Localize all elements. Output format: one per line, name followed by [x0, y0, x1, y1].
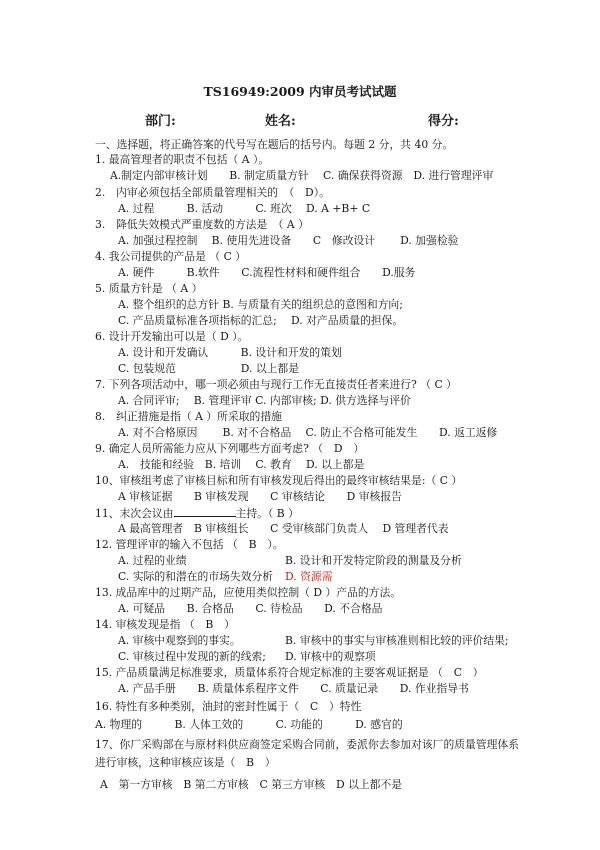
q1-options: A.制定内部审核计划 B. 制定质量方针 C. 确保获得资源 D. 进行管理评审	[110, 169, 494, 182]
q14-stem: 14. 审核发现是指 （ B ）	[95, 618, 235, 631]
q8-stem: 8. 纠正措施是指（ A ）所采取的措施	[95, 410, 282, 423]
name-label: 姓名:	[265, 114, 296, 129]
q6-options-2: C. 包装规范 D. 以上都是	[118, 362, 300, 375]
q16-stem: 16. 特性有多种类别，油封的密封性属于（ C ）特性	[95, 700, 362, 713]
q4-options: A. 硬件 B.软件 C.流程性材料和硬件组合 D.服务	[118, 266, 416, 279]
q11-stem-part2: 主持。（ B ）	[235, 507, 299, 520]
q15-stem: 15. 产品质量满足标准要求，质量体系符合规定标准的主要客观证据是 （ C ）	[95, 666, 484, 679]
q6-stem: 6. 设计开发输出可以是（ D ）。	[95, 330, 249, 343]
score-label: 得分:	[428, 114, 459, 129]
q7-stem: 7. 下列各项活动中，哪一项必须由与现行工作无直接责任者来进行? （ C ）	[95, 378, 457, 391]
q13-options: A. 可疑品 B. 合格品 C. 待检品 D. 不合格品	[118, 602, 383, 615]
dept-label: 部门:	[145, 114, 176, 129]
q14-option-c: C. 审核过程中发现的新的线索;	[118, 650, 266, 663]
section-intro: 一、选择题，将正确答案的代号写在题后的括号内。每题 2 分，共 40 分。	[95, 138, 454, 151]
q4-stem: 4. 我公司提供的产品是 （ C ）	[95, 250, 247, 263]
exam-title: TS16949:2009 内审员考试试题	[203, 84, 397, 99]
q9-options: A. 技能和经验 B. 培训 C. 教育 D. 以上都是	[118, 458, 365, 471]
q11-stem-part1: 11、末次会议由	[95, 507, 174, 520]
q11-blank	[174, 506, 236, 517]
q17-stem-2: 进行审核，这种审核应该是（ B ）	[95, 756, 276, 769]
q3-options: A. 加强过程控制 B. 使用先进设备 C 修改设计 D. 加强检验	[118, 234, 459, 247]
q11-stem	[95, 506, 299, 521]
q10-options: A 审核证据 B 审核发现 C 审核结论 D 审核报告	[118, 490, 402, 503]
q12-stem: 12. 管理评审的输入不包括 （ B ）。	[95, 538, 284, 551]
q7-options: A. 合同评审; B. 管理评审 C. 内部审核; D. 供方选择与评价	[118, 394, 411, 407]
q14-option-d: D. 审核中的观察项	[285, 650, 376, 663]
q2-options: A. 过程 B. 活动 C. 班次 D. A +B+ C	[118, 202, 371, 215]
q16-options: A. 物理的 B. 人体工效的 C. 功能的 D. 感官的	[95, 718, 403, 731]
q14-option-a: A. 审核中观察到的事实。	[118, 634, 241, 647]
q5-stem: 5. 质量方针是 （ A ）	[95, 282, 203, 295]
q8-options: A. 对不合格原因 B. 对不合格品 C. 防止不合格可能发生 D. 返工返修	[118, 426, 498, 439]
q11-options: A 最高管理者 B 审核组长 C 受审核部门负责人 D 管理者代表	[118, 522, 449, 535]
q10-stem: 10、审核组考虑了审核目标和所有审核发现后得出的最终审核结果是:（ C ）	[95, 474, 463, 487]
q9-stem: 9. 确定人员所需能力应从下列哪些方面考虑? （ D ）	[95, 442, 365, 455]
q1-stem: 1. 最高管理者的职责不包括（ A ）。	[95, 153, 270, 166]
q17-stem-1: 17、你厂采购部在与原材料供应商签定采购合同前，委派你去参加对该厂的质量管理体系	[95, 738, 520, 751]
q12-option-a: A. 过程的业绩	[118, 554, 187, 567]
q15-options: A. 产品手册 B. 质量体系程序文件 C. 质量记录 D. 作业指导书	[118, 682, 469, 695]
q2-stem: 2. 内审必须包括全部质量管理相关的 （ D）。	[95, 186, 330, 199]
q5-options-1: A. 整个组织的总方针 B. 与质量有关的组织总的意图和方向;	[118, 298, 403, 311]
q12-option-c: C. 实际的和潜在的市场失效分析	[118, 570, 274, 583]
q12-option-d: D. 资源需	[285, 570, 333, 583]
q12-option-b: B. 设计和开发特定阶段的测量及分析	[285, 554, 462, 567]
q3-stem: 3. 降低失效模式严重度数的方法是 （ A ）	[95, 218, 309, 231]
q14-option-b: B. 审核中的事实与审核准则相比较的评价结果;	[285, 634, 509, 647]
q6-options-1: A. 设计和开发确认 B. 设计和开发的策划	[118, 346, 342, 359]
q17-options: A 第一方审核 B 第二方审核 C 第三方审核 D 以上都不是	[100, 778, 403, 791]
q13-stem: 13. 成品库中的过期产品，应使用类似控制（ D ）产品的方法。	[95, 586, 402, 599]
q5-options-2: C. 产品质量标准各项指标的汇总; D. 对产品质量的担保。	[118, 314, 404, 327]
